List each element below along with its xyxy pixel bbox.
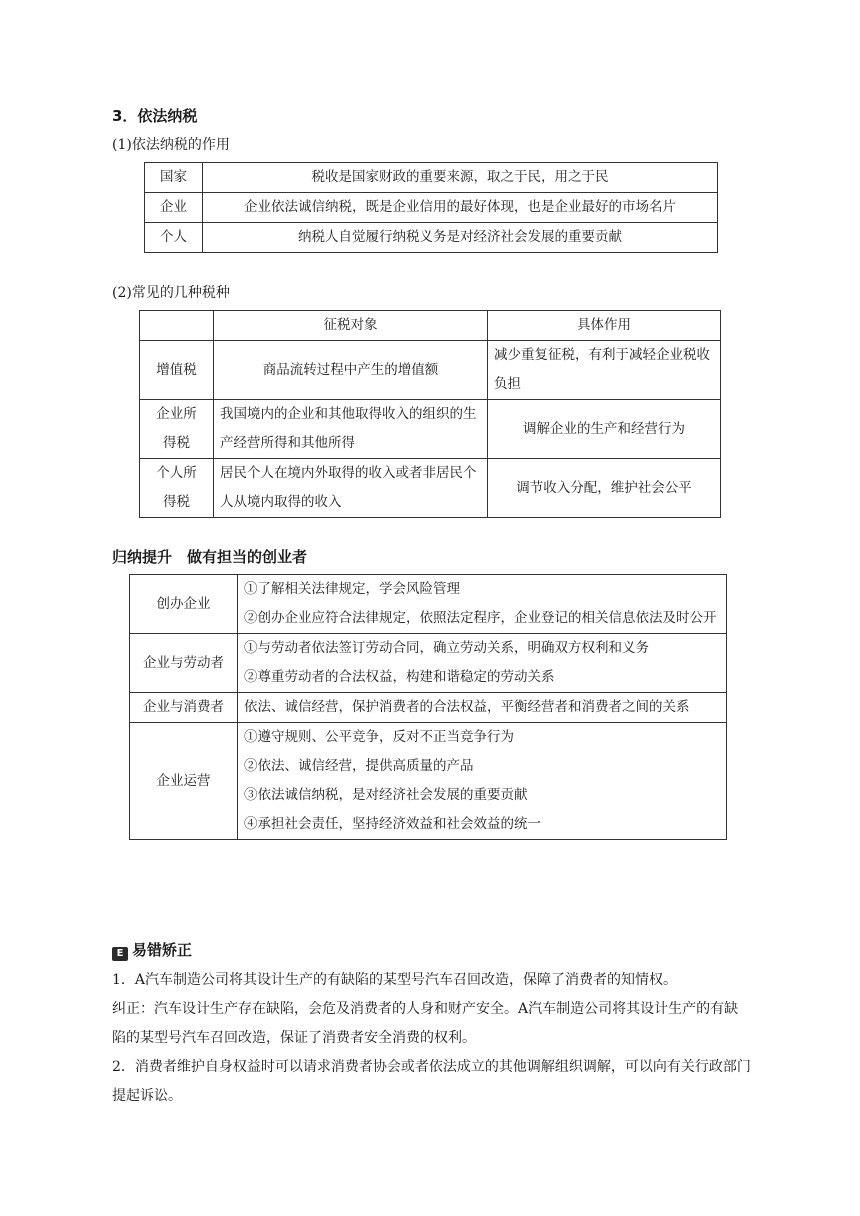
summary-label-cell: 企业与劳动者	[130, 634, 238, 693]
tax-object-cell: 居民个人在境内外取得的收入或者非居民个人从境内取得的收入	[214, 459, 488, 518]
tax-types-table	[139, 310, 721, 518]
table-header-row	[140, 311, 721, 341]
summary-label-cell: 企业与消费者	[130, 693, 238, 723]
table-header-cell: 具体作用	[488, 311, 721, 341]
table-row	[140, 341, 721, 400]
list-item: ②尊重劳动者的合法权益，构建和谐稳定的劳动关系	[244, 669, 555, 685]
table-row	[130, 723, 727, 840]
list-item: ①遵守规则、公平竞争，反对不正当竞争行为	[244, 729, 514, 745]
table-row	[130, 634, 727, 693]
summary-content-cell	[238, 723, 727, 840]
table-row	[145, 163, 718, 193]
errata-item: 1．A汽车制造公司将其设计生产的有缺陷的某型号汽车召回改造，保障了消费者的知情权。	[112, 972, 678, 988]
table-header-cell: 征税对象	[214, 311, 488, 341]
table-cell: 个人	[145, 223, 203, 253]
tax-name-cell: 增值税	[140, 341, 214, 400]
list-item: ②依法、诚信经营，提供高质量的产品	[244, 758, 474, 774]
summary-title: 归纳提升 做有担当的创业者	[112, 548, 308, 566]
table-cell: 国家	[145, 163, 203, 193]
summary-label-cell: 创办企业	[130, 575, 238, 634]
tax-effect-cell: 调解企业的生产和经营行为	[488, 400, 721, 459]
errata-body	[112, 966, 752, 1111]
summary-content-cell	[238, 693, 727, 723]
errata-title: 易错矫正	[132, 941, 193, 959]
summary-content-cell	[238, 634, 727, 693]
summary-label-cell: 企业运营	[130, 723, 238, 840]
errata-badge-icon: E	[112, 947, 128, 961]
table-cell: 企业	[145, 193, 203, 223]
summary-table	[129, 574, 727, 840]
tax-name-cell: 个人所得税	[140, 459, 214, 518]
tax-object-cell: 我国境内的企业和其他取得收入的组织的生产经营所得和其他所得	[214, 400, 488, 459]
tax-role-table	[144, 162, 718, 253]
errata-header	[112, 939, 192, 961]
list-item: ③依法诚信纳税，是对经济社会发展的重要贡献	[244, 787, 528, 803]
list-item: ②创办企业应符合法律规定，依照法定程序，企业登记的相关信息依法及时公开	[244, 610, 717, 626]
table-cell: 税收是国家财政的重要来源，取之于民，用之于民	[203, 163, 718, 193]
list-item: 依法、诚信经营，保护消费者的合法权益，平衡经营者和消费者之间的关系	[244, 699, 690, 715]
table-header-cell	[140, 311, 214, 341]
table-row	[145, 193, 718, 223]
table-row	[130, 693, 727, 723]
tax-name-cell: 企业所得税	[140, 400, 214, 459]
table-row	[140, 400, 721, 459]
table-row	[140, 459, 721, 518]
table-row	[145, 223, 718, 253]
tax-object-cell: 商品流转过程中产生的增值额	[214, 341, 488, 400]
summary-content-cell	[238, 575, 727, 634]
table-row	[130, 575, 727, 634]
subsection-title-tax-types: (2)常见的几种税种	[112, 285, 230, 301]
errata-item: 2．消费者维护自身权益时可以请求消费者协会或者依法成立的其他调解组织调解，可以向有关行政部门提起诉讼。	[112, 1059, 751, 1104]
tax-effect-cell: 减少重复征税，有利于减轻企业税收负担	[488, 341, 721, 400]
section-title: 3．依法纳税	[112, 107, 198, 125]
errata-correction: 纠正：汽车设计生产存在缺陷，会危及消费者的人身和财产安全。A汽车制造公司将其设计生产的有缺陷的某型号汽车召回改造，保证了消费者安全消费的权利。	[112, 1001, 739, 1046]
table-cell: 企业依法诚信纳税，既是企业信用的最好体现，也是企业最好的市场名片	[203, 193, 718, 223]
list-item: ①了解相关法律规定，学会风险管理	[244, 581, 460, 597]
subsection-title-tax-role: (1)依法纳税的作用	[112, 137, 230, 153]
table-cell: 纳税人自觉履行纳税义务是对经济社会发展的重要贡献	[203, 223, 718, 253]
list-item: ④承担社会责任，坚持经济效益和社会效益的统一	[244, 816, 541, 832]
tax-effect-cell: 调节收入分配，维护社会公平	[488, 459, 721, 518]
list-item: ①与劳动者依法签订劳动合同，确立劳动关系，明确双方权利和义务	[244, 640, 649, 656]
